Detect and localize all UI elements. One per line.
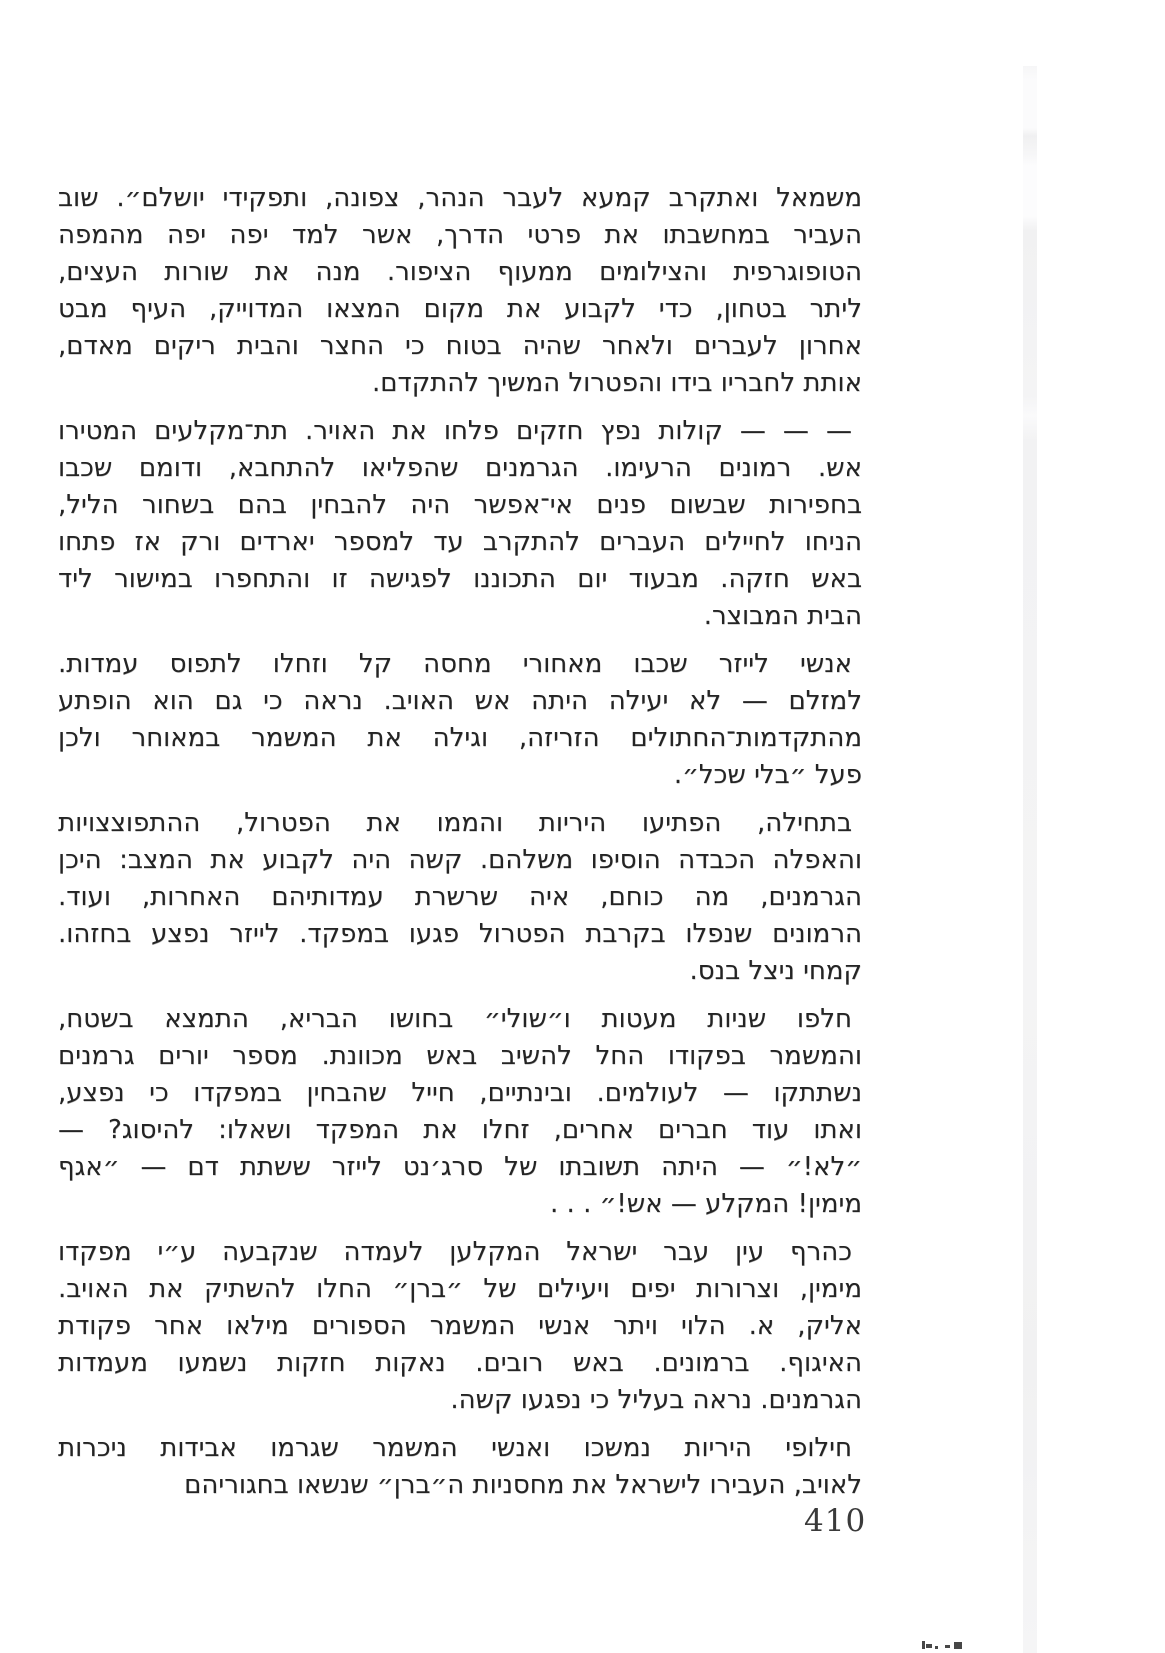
text-line: חלפו שניות מעטות ו״שולי״ בחושו הבריא, התמצא בשטח, — [58, 1004, 852, 1034]
text-line: חילופי היריות נמשכו ואנשי המשמר שגרמו אבידות ניכרות — [58, 1433, 852, 1463]
text-line: למזלם — לא יעילה היתה אש האויב. נראה כי גם הוא הופתע — [58, 686, 862, 716]
paragraph — [58, 1234, 862, 1419]
text-line: הבית המבוצר. — [703, 601, 862, 631]
paragraph — [58, 180, 862, 402]
text-line: אש. רמונים הרעימו. הגרמנים שהפליאו להתחבא, ודומם שכבו — [58, 453, 862, 483]
page-number: 410 — [804, 1503, 867, 1539]
text-line: ״לא!״ — היתה תשובתו של סרג׳נט לייזר ששתת דם — ״אגף — [58, 1152, 862, 1182]
text-line: מימין! המקלע — אש!״ . . . — [550, 1189, 862, 1219]
text-line: הרמונים שנפלו בקרבת הפטרול פגעו במפקד. לייזר נפצע בחזהו. — [58, 919, 862, 949]
smudge-mark — [935, 1646, 938, 1649]
text-line: האיגוף. ברמונים. באש רובים. נאקות חזקות נשמעו מעמדות — [58, 1348, 862, 1378]
paragraph — [58, 413, 862, 635]
text-line: הטופוגרפית והצילומים ממעוף הציפור. מנה את שורות העצים, — [58, 257, 862, 287]
text-line: אותת לחבריו בידו והפטרול המשיך להתקדם. — [371, 368, 862, 398]
bottom-edge-smudge — [922, 1641, 972, 1652]
text-line: ואתו עוד חברים אחרים, זחלו את המפקד ושאלו: להיסוג? — — [58, 1115, 862, 1145]
smudge-mark — [922, 1641, 925, 1649]
paragraph — [58, 805, 862, 990]
smudge-mark — [954, 1642, 962, 1649]
text-line: העביר במחשבתו את פרטי הדרך, אשר למד יפה יפה מהמפה — [58, 220, 862, 250]
text-line: אנשי לייזר שכבו מאחורי מחסה קל וזחלו לתפוס עמדות. — [58, 649, 852, 679]
paragraph — [58, 1430, 862, 1504]
text-line: אליק, א. הלוי ויתר אנשי המשמר הספורים מילאו אחר פקודת — [58, 1311, 862, 1341]
text-line: ליתר בטחון, כדי לקבוע את מקום המצאו המדוייק, העיף מבט — [58, 294, 862, 324]
text-line: אחרון לעברים ולאחר שהיה בטוח כי החצר והבית ריקים מאדם, — [58, 331, 862, 361]
smudge-mark — [926, 1644, 932, 1648]
text-line: פעל ״בלי שכל״. — [673, 760, 862, 790]
text-line: באש חזקה. מבעוד יום התכוננו לפגישה זו והתחפרו במישור ליד — [58, 564, 862, 594]
text-line: והאפלה הכבדה הוסיפו משלהם. קשה היה לקבוע את המצב: היכן — [58, 845, 862, 875]
text-line: והמשמר בפקודו החל להשיב באש מכוונת. מספר יורים גרמנים — [58, 1041, 862, 1071]
text-line: בחפירות שבשום פנים אי־אפשר היה להבחין בהם בשחור הליל, — [58, 490, 862, 520]
text-line: מהתקדמות־החתולים הזריזה, וגילה את המשמר במאוחר ולכן — [58, 723, 862, 753]
body-text — [58, 180, 862, 1504]
text-line: משמאל ואתקרב קמעא לעבר הנהר, צפונה, ותפקידי יושלם״. שוב — [58, 183, 862, 213]
text-line: הניחו לחיילים העברים להתקרב עד למספר יארדים ורק אז פתחו — [58, 527, 862, 557]
text-line: הגרמנים. נראה בעליל כי נפגעו קשה. — [450, 1385, 862, 1415]
text-line: נשתתקו — לעולמים. ובינתיים, חייל שהבחין במפקדו כי נפצע, — [58, 1078, 862, 1108]
text-line: — — — קולות נפץ חזקים פלחו את האויר. תת־מקלעים המטירו — [58, 416, 852, 446]
text-line: מימין, וצרורות יפים ויעילים של ״ברן״ החלו להשתיק את האויב. — [58, 1274, 862, 1304]
text-line: לאויב, העבירו לישראל את מחסניות ה״ברן״ שנשאו בחגוריהם — [184, 1470, 862, 1500]
text-line: קמחי ניצל בנס. — [689, 956, 862, 986]
paragraph — [58, 1001, 862, 1223]
paragraph — [58, 646, 862, 794]
page-edge-artifact — [1023, 66, 1037, 1653]
text-line: בתחילה, הפתיעו היריות והממו את הפטרול, ההתפוצצויות — [58, 808, 852, 838]
text-line: כהרף עין עבר ישראל המקלען לעמדה שנקבעה ע״י מפקדו — [58, 1237, 852, 1267]
smudge-mark — [945, 1645, 950, 1648]
text-line: הגרמנים, מה כוחם, איה שרשרת עמדותיהם האחרות, ועוד. — [58, 882, 862, 912]
